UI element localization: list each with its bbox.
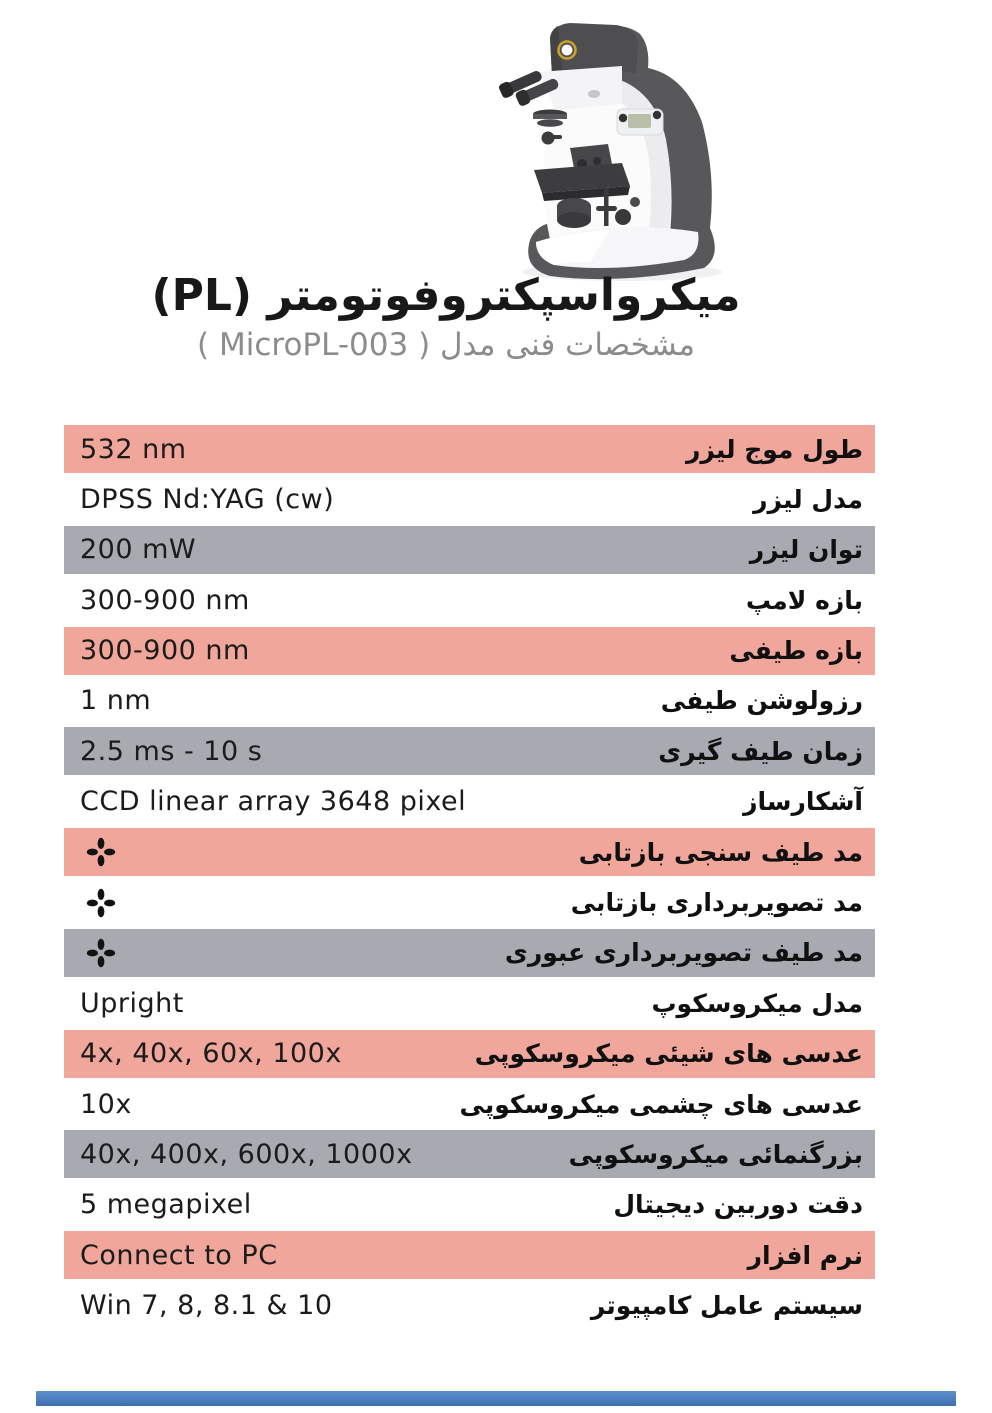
spec-label: دقت دوربین دیجیتال [613, 1190, 863, 1220]
spec-value [80, 1189, 252, 1220]
four-petal-check-icon [86, 888, 116, 918]
spec-label: مدل میکروسکوپ [651, 988, 863, 1018]
spec-value [80, 988, 184, 1019]
spec-value [80, 434, 187, 465]
spec-label: زمان طیف گیری [658, 736, 863, 766]
table-row [64, 1030, 875, 1078]
table-row [64, 929, 875, 977]
spec-value [80, 1038, 342, 1069]
table-row [64, 1282, 875, 1330]
spec-label: بازه لامپ [745, 585, 863, 615]
spec-value [80, 786, 466, 817]
spec-value [80, 1290, 333, 1321]
spec-value [80, 888, 116, 918]
table-row [64, 727, 875, 775]
spec-value-text: 40x, 400x, 600x, 1000x [80, 1138, 413, 1170]
spec-value [80, 1089, 132, 1120]
table-row [64, 778, 875, 826]
spec-value-text: 5 megapixel [80, 1189, 252, 1221]
spec-label: عدسی های شیئی میکروسکوپی [474, 1039, 863, 1069]
spec-value-text: 4x, 40x, 60x, 100x [80, 1038, 342, 1070]
table-row [64, 1181, 875, 1229]
spec-label: مد طیف سنجی بازتابی [578, 837, 863, 867]
page-title: میکرواسپکتروفوتومتر (PL) [151, 270, 741, 321]
spec-value [80, 534, 196, 565]
spec-value-text: 300-900 nm [80, 635, 250, 667]
table-row [64, 828, 875, 876]
table-row [64, 576, 875, 624]
spec-label: توان لیزر [749, 535, 863, 565]
spec-value [80, 585, 250, 616]
spec-value-text: CCD linear array 3648 pixel [80, 786, 467, 818]
spec-value-text: 10x [80, 1088, 132, 1120]
spec-value [80, 938, 116, 968]
table-row [64, 425, 875, 473]
spec-value [80, 484, 334, 515]
table-row [64, 1130, 875, 1178]
table-row [64, 1080, 875, 1128]
spec-label: رزولوشن طیفی [660, 686, 863, 716]
spec-label: مدل لیزر [753, 484, 863, 514]
spec-label: سیستم عامل کامپیوتر [590, 1291, 863, 1321]
spec-value [80, 1139, 413, 1170]
spec-value [80, 837, 116, 867]
spec-value [80, 736, 262, 767]
table-row [64, 677, 875, 725]
microscope-image [470, 10, 770, 290]
spec-label: بازه طیفی [729, 636, 863, 666]
spec-label: نرم افزار [747, 1240, 863, 1270]
spec-label: مد طیف تصویربرداری عبوری [504, 938, 863, 968]
table-row [64, 879, 875, 927]
spec-value-text: 300-900 nm [80, 584, 250, 616]
spec-value [80, 1240, 278, 1271]
table-row [64, 1231, 875, 1279]
spec-label: بزرگنمائی میکروسکوپی [568, 1139, 863, 1169]
table-row [64, 627, 875, 675]
table-row [64, 475, 875, 523]
spec-value-text: 532 nm [80, 433, 187, 465]
spec-value-text: Win 7, 8, 8.1 & 10 [80, 1290, 333, 1322]
spec-label: مد تصویربرداری بازتابی [570, 888, 863, 918]
page-subtitle: مشخصات فنی مدل ( MicroPL-003 ) [197, 326, 695, 363]
spec-value-text: 2.5 ms - 10 s [80, 735, 263, 767]
four-petal-check-icon [86, 938, 116, 968]
spec-label: عدسی های چشمی میکروسکوپی [459, 1089, 863, 1119]
spec-value-text: Connect to PC [80, 1239, 278, 1271]
table-row [64, 526, 875, 574]
spec-value-text: 1 nm [80, 685, 152, 717]
footer-accent-bar [36, 1391, 956, 1406]
spec-value-text: DPSS Nd:YAG (cw) [80, 483, 335, 515]
spec-value-text: Upright [80, 987, 184, 1019]
spec-value [80, 685, 151, 716]
header [116, 270, 776, 364]
spec-value [80, 635, 250, 666]
spec-table [64, 425, 875, 1332]
spec-label: آشکارساز [743, 787, 863, 817]
four-petal-check-icon [86, 837, 116, 867]
table-row [64, 979, 875, 1027]
spec-value-text: 200 mW [80, 534, 197, 566]
spec-label: طول موج لیزر [685, 434, 863, 464]
